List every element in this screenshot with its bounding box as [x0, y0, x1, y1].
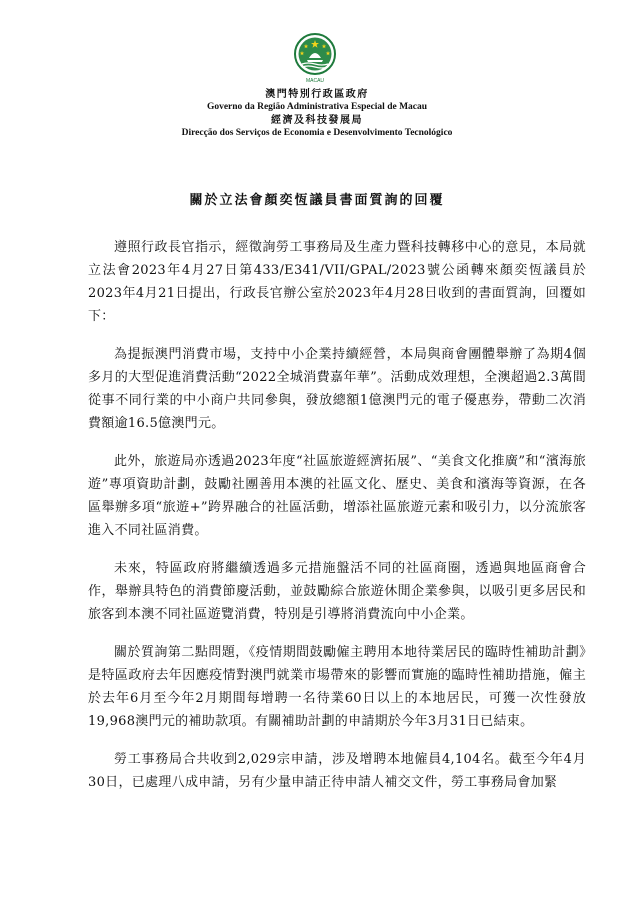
paragraph-future-measures: 未來，特區政府將繼續透過多元措施盤活不同的社區商圈，透過與地區商會合作，舉辦具特色的消費節慶活動，並鼓勵綜合旅遊休閒企業參與，以吸引更多居民和旅客到本澳不同社區遊覽消費，特別是引導將消費流向中小企業。: [88, 561, 586, 622]
paragraph-subsidy-scheme: 關於質詢第二點問題，《疫情期間鼓勵僱主聘用本地待業居民的臨時性補助計劃》是特區政府去年因應疫情對澳門就業市場帶來的影響而實施的臨時性補助措施，僱主於去年6月至今年2月期間每增聘一名待業60日以上的本地居民，可獲一次性發放19,968澳門元的補助款項。有關補助計劃的申請期於今年3月31日已結束。: [88, 645, 586, 729]
government-name-portuguese: Governo da Região Administrativa Especial de Macau: [206, 102, 428, 112]
department-name-portuguese: Direcção dos Serviços de Economia e Desenvolvimento Tecnológico: [181, 128, 453, 138]
macau-sar-emblem-icon: [287, 32, 343, 84]
paragraph-consumption-campaign: 為提振澳門消費市場，支持中小企業持續經營，本局與商會團體舉辦了為期4個多月的大型促進消費活動“2022全城消費嘉年華”。活動成效理想，全澳超過2.3萬間從事不同行業的中小商户共同參與，發放總額1億澳門元的電子優惠券，帶動二次消費額逾16.5億澳門元。: [88, 347, 586, 431]
document-title: 關於立法會顏奕恆議員書面質詢的回覆: [189, 193, 445, 208]
paragraph-intro: 遵照行政長官指示，經徵詢勞工事務局及生產力暨科技轉移中心的意見，本局就立法會2023年4月27日第433/E341/VII/GPAL/2023號公函轉來顏奕恆議員於2023年4月21日提出，行政長官辦公室於2023年4月28日收到的書面質詢，回覆如下：: [88, 240, 586, 324]
document-body: [88, 236, 586, 809]
department-name-chinese: 經濟及科技發展局: [271, 115, 363, 126]
government-name-chinese: 澳門特別行政區政府: [265, 89, 369, 100]
paragraph-tourism-funding: 此外，旅遊局亦透過2023年度“社區旅遊經濟拓展”、“美食文化推廣”和“濱海旅遊”專項資助計劃，鼓勵社團善用本澳的社區文化、歷史、美食和濱海等資源，在各區舉辦多項“旅遊+”跨界融合的社區活動，增添社區旅遊元素和吸引力，以分流旅客進入不同社區消費。: [88, 454, 586, 538]
paragraph-applications: 勞工事務局合共收到2,029宗申請，涉及增聘本地僱員4,104名。截至今年4月30日，已處理八成申請，另有少量申請正待申請人補交文件，勞工事務局會加緊: [88, 752, 586, 790]
emblem-text: MACAU: [305, 78, 325, 84]
